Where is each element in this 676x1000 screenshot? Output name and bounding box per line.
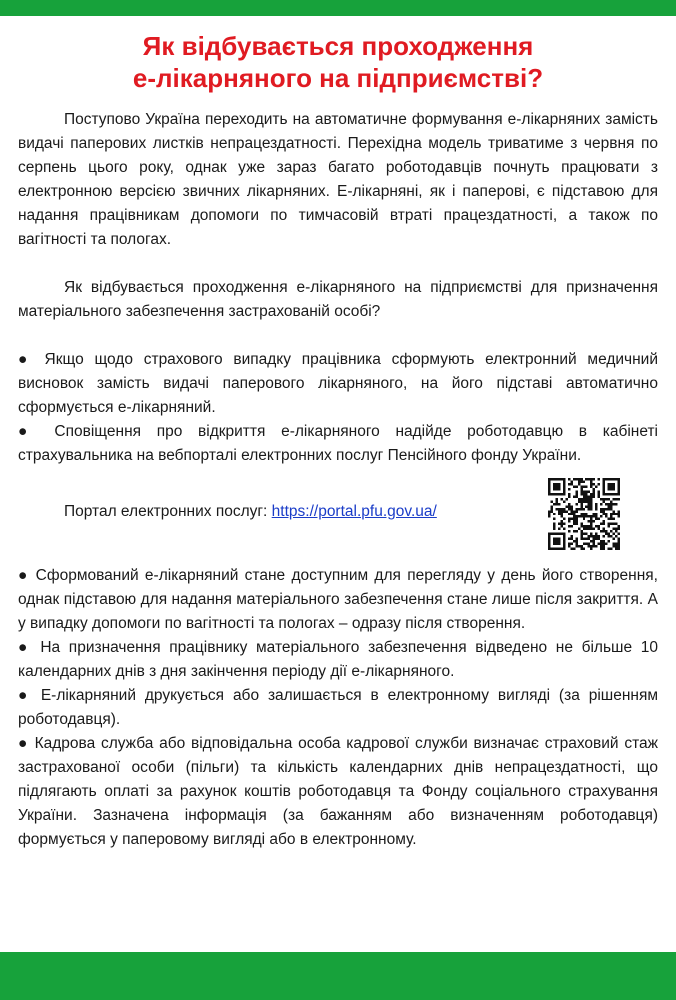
qr-code-icon: [548, 478, 620, 550]
bullet-list-second: [18, 564, 658, 852]
bullet-list-first: [18, 348, 658, 468]
portal-line: [64, 500, 437, 524]
bullet-item: ● Е-лікарняний друкується або залишається в електронному вигляді (за рішенням роботодавця).: [18, 687, 658, 728]
bullet-item: ● Кадрова служба або відповідальна особа кадрової служби визначає страховий стаж застрахованої особи (пільги) та кількість календарних днів непрацездатності, що підлягають оплаті за рахунок коштів роботодавця та Фонду соціального страхування України. Зазначена інформація (за бажанням або визначенням роботодавця) формується у паперовому вигляді або в електронному.: [18, 735, 658, 848]
title-line-2: е-лікарняного на підприємстві?: [132, 63, 544, 93]
bullet-item: ● Сповіщення про відкриття е-лікарняного надійде роботодавцю в кабінеті страхувальника на вебпорталі електронних послуг Пенсійного фонду України.: [18, 423, 658, 464]
bottom-green-band: [0, 952, 676, 1000]
bullet-item: ● На призначення працівнику матеріального забезпечення відведено не більше 10 календарних днів з дня закінчення періоду дії е-лікарняного.: [18, 639, 658, 680]
intro-paragraph: Поступово Україна переходить на автоматичне формування е-лікарняних замість видачі паперових листків непрацездатності. Перехідна модель триватиме з червня по серпень цього року, однак уже зараз багато роботодавців почнуть працювати з електронною версією звичних лікарняних. Е-лікарняні, як і паперові, є підставою для надання працівникам допомоги по тимчасовій втраті працездатності, а також по вагітності та пологах.: [18, 111, 658, 248]
bullet-item: ● Якщо щодо страхового випадку працівника сформують електронний медичний висновок замість видачі паперового лікарняного, на його підставі автоматично сформується е-лікарняний.: [18, 351, 658, 416]
question-paragraph: Як відбувається проходження е-лікарняного на підприємстві для призначення матеріального забезпечення застрахованій особі?: [18, 279, 658, 320]
portal-link[interactable]: https://portal.pfu.gov.ua/: [271, 503, 437, 520]
portal-label: Портал електронних послуг:: [64, 503, 272, 520]
page-title: [0, 30, 676, 94]
title-line-1: Як відбувається проходження: [142, 31, 534, 61]
bullet-item: ● Сформований е-лікарняний стане доступним для перегляду у день його створення, однак підставою для надання матеріального забезпечення стане лише після закриття. А у випадку допомоги по вагітності та пологах – одразу після створення.: [18, 567, 658, 632]
top-green-band: [0, 0, 676, 16]
portal-row: [18, 478, 658, 558]
article-body: [18, 108, 658, 852]
